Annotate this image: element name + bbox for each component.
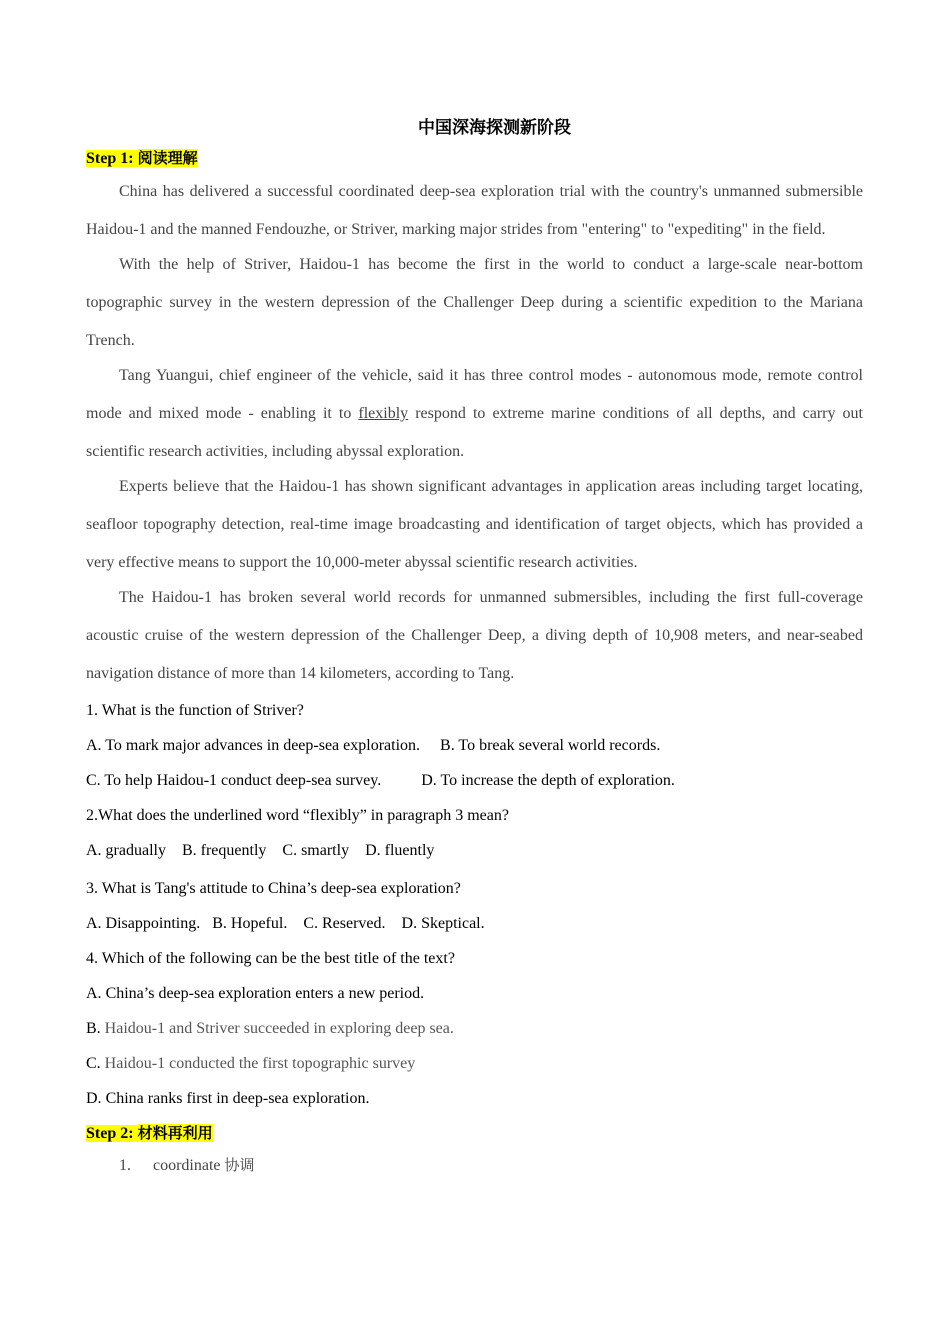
- step2-cn: 材料再利用: [137, 1124, 213, 1142]
- question-text: 2.What does the underlined word “flexibly” in paragraph 3 mean?: [86, 807, 509, 824]
- question-text: 1. What is the function of Striver?: [86, 702, 304, 719]
- option-d: [86, 1081, 863, 1116]
- paragraph-3: [86, 357, 863, 471]
- option-letter: B.: [86, 1020, 105, 1037]
- vocab-item: [86, 1148, 863, 1183]
- option-c: [86, 1046, 863, 1081]
- option-a: [86, 976, 863, 1011]
- paragraph-3-after: respond to extreme marine conditions of all depths, and carry out scientific research activities, including abyssal exploration.: [86, 405, 863, 460]
- step1-heading: [86, 143, 863, 173]
- paragraph-4: Experts believe that the Haidou-1 has shown significant advantages in application areas including target locating, seafloor topography detection, real-time image broadcasting and identification of target objects, which has provided a very effective means to support the 10,000-meter abyssal scientific research activities.: [86, 478, 863, 571]
- option-text: China ranks first in deep-sea exploration.: [105, 1090, 370, 1107]
- step2-heading: [86, 1118, 863, 1148]
- paragraph-3-before: Tang Yuangui, chief engineer of the vehicle, said it has three control modes - autonomous mode, remote control mode and mixed mode - enabling it to: [86, 367, 863, 422]
- document-page: [86, 113, 863, 1183]
- option-text: Haidou-1 and Striver succeeded in exploring deep sea.: [104, 1020, 454, 1037]
- paragraph-1: China has delivered a successful coordinated deep-sea exploration trial with the country's unmanned submersible Haidou-1 and the manned Fendouzhe, or Striver, marking major strides from "entering" to "expediting" in the field.: [86, 183, 863, 238]
- question-text: 4. Which of the following can be the best title of the text?: [86, 950, 455, 967]
- option-letter: A.: [86, 985, 106, 1002]
- paragraph-2: With the help of Striver, Haidou-1 has become the first in the world to conduct a large-scale near-bottom topographic survey in the western depression of the Challenger Deep during a scientific expedition to the Mariana Trench.: [86, 256, 863, 349]
- vocab-chinese: 协调: [224, 1156, 255, 1174]
- options-line: A. gradually B. frequently C. smartly D. fluently: [86, 842, 435, 859]
- question-2: [86, 798, 863, 868]
- question-4: [86, 941, 863, 1116]
- vocab-english: coordinate: [153, 1157, 225, 1174]
- step1-label: Step 1:: [86, 150, 138, 167]
- option-text: China’s deep-sea exploration enters a new period.: [105, 985, 425, 1002]
- vocab-number: 1.: [119, 1157, 131, 1174]
- option-letter: C.: [86, 1055, 105, 1072]
- paragraph-5: The Haidou-1 has broken several world records for unmanned submersibles, including the first full-coverage acoustic cruise of the western depression of the Challenger Deep, a diving depth of 10,908 meters, and near-seabed navigation distance of more than 14 kilometers, according to Tang.: [86, 589, 863, 682]
- option-b: [86, 1011, 863, 1046]
- step2-label: Step 2:: [86, 1125, 138, 1142]
- options-line: A. To mark major advances in deep-sea exploration. B. To break several world records.: [86, 737, 661, 754]
- step1-cn: 阅读理解: [137, 149, 198, 167]
- question-3: [86, 871, 863, 941]
- question-text: 3. What is Tang's attitude to China’s deep-sea exploration?: [86, 880, 461, 897]
- option-text: Haidou-1 conducted the first topographic survey: [104, 1055, 416, 1072]
- question-1: [86, 693, 863, 798]
- underlined-word: flexibly: [358, 405, 409, 422]
- options-line: A. Disappointing. B. Hopeful. C. Reserved. D. Skeptical.: [86, 915, 485, 932]
- option-letter: D.: [86, 1090, 106, 1107]
- document-title: 中国深海探测新阶段: [418, 118, 571, 138]
- options-line: C. To help Haidou-1 conduct deep-sea survey. D. To increase the depth of exploration.: [86, 772, 675, 789]
